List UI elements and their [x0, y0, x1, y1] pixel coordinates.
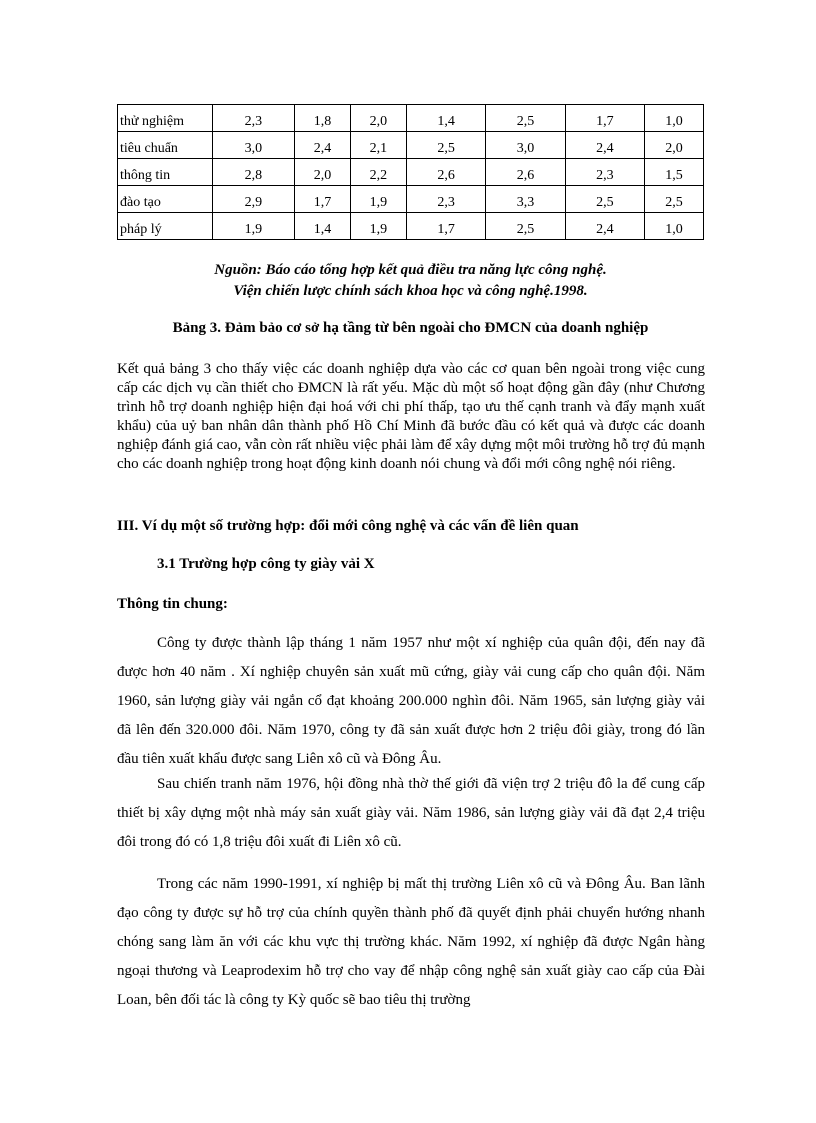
general-info-heading: Thông tin chung: [117, 596, 228, 612]
table-cell: 2,3 [212, 105, 294, 132]
table-row [118, 186, 704, 213]
table-cell: 1,7 [406, 213, 485, 240]
table-row [118, 105, 704, 132]
table-cell: 2,4 [294, 132, 350, 159]
table-cell: 2,3 [406, 186, 485, 213]
table-cell: 2,8 [212, 159, 294, 186]
paragraph-history: Công ty được thành lập tháng 1 năm 1957 như một xí nghiệp của quân đội, đến nay đã được hơn 40 năm . Xí nghiệp chuyên sản xuất mũ cứng, giày vải cung cấp cho quân đội. Năm 1960, sản lượng giày vải ngắn cổ đạt khoảng 200.000 nghìn đôi. Năm 1965, sản lượng giày vải đã lên đến 320.000 đôi. Năm 1970, công ty đã sản xuất được hơn 2 triệu đôi giày, trong đó lần đầu tiên xuất khẩu được sang Liên xô cũ và Đông Âu. [117, 635, 705, 767]
table-cell: 2,1 [350, 132, 406, 159]
paragraph-aid: Sau chiến tranh năm 1976, hội đồng nhà thờ thế giới đã viện trợ 2 triệu đô la để cung cấp thiết bị xây dựng một nhà máy sản xuất giày vải. Năm 1986, sản lượng giày vải đã đạt 2,4 triệu đôi trong đó có 1,8 triệu đôi xuất đi Liên xô cũ. [117, 776, 705, 850]
table-cell: 1,5 [645, 159, 704, 186]
table-cell: 1,8 [294, 105, 350, 132]
table-row [118, 159, 704, 186]
table-cell: 2,4 [565, 132, 644, 159]
table-cell: 2,3 [565, 159, 644, 186]
row-label: thử nghiệm [118, 105, 213, 132]
table-cell: 3,0 [486, 132, 565, 159]
source-line-1: Nguồn: Báo cáo tổng hợp kết quả điều tra năng lực công nghệ. [214, 262, 607, 278]
table-cell: 3,3 [486, 186, 565, 213]
table-cell: 2,5 [645, 186, 704, 213]
table-cell: 2,5 [406, 132, 485, 159]
table-row [118, 132, 704, 159]
source-line-2: Viện chiến lược chính sách khoa học và công nghệ.1998. [233, 283, 588, 299]
table-cell: 1,4 [406, 105, 485, 132]
row-label: pháp lý [118, 213, 213, 240]
table-cell: 1,7 [294, 186, 350, 213]
table-cell: 2,4 [565, 213, 644, 240]
table-cell: 2,6 [406, 159, 485, 186]
table-cell: 2,5 [486, 213, 565, 240]
table-cell: 1,9 [212, 213, 294, 240]
table-cell: 2,2 [350, 159, 406, 186]
table-cell: 1,7 [565, 105, 644, 132]
table-cell: 1,0 [645, 105, 704, 132]
table-cell: 1,9 [350, 186, 406, 213]
row-label: đào tạo [118, 186, 213, 213]
table-cell: 2,5 [486, 105, 565, 132]
section-heading: III. Ví dụ một số trường hợp: đổi mới công nghệ và các vấn đề liên quan [117, 518, 579, 534]
subsection-heading: 3.1 Trường hợp công ty giày vải X [157, 556, 375, 572]
table-cell: 2,0 [645, 132, 704, 159]
intro-paragraph: Kết quả bảng 3 cho thấy việc các doanh nghiệp dựa vào các cơ quan bên ngoài trong việc cung cấp các dịch vụ cần thiết cho ĐMCN là rất yếu. Mặc dù một số hoạt động gần đây (như Chương trình hỗ trợ doanh nghiệp hiện đại hoá với chi phí thấp, tạo ưu thế cạnh tranh và đẩy mạnh xuất khẩu) của uỷ ban nhân dân thành phố Hồ Chí Minh đã bước đầu có kết quả và được các doanh nghiệp đánh giá cao, vẫn còn rất nhiều việc phải làm để xây dựng một môi trường hỗ trợ đủ mạnh cho các doanh nghiệp trong hoạt động kinh doanh nói chung và đổi mới công nghệ nói riêng. [117, 361, 705, 472]
infrastructure-table [117, 104, 704, 240]
table-cell: 2,6 [486, 159, 565, 186]
row-label: thông tin [118, 159, 213, 186]
table-cell: 2,0 [294, 159, 350, 186]
table-cell: 3,0 [212, 132, 294, 159]
table-caption: Bảng 3. Đảm bảo cơ sở hạ tầng từ bên ngoài cho ĐMCN của doanh nghiệp [172, 320, 649, 336]
row-label: tiêu chuẩn [118, 132, 213, 159]
table-cell: 1,4 [294, 213, 350, 240]
table-cell: 1,9 [350, 213, 406, 240]
table-cell: 2,0 [350, 105, 406, 132]
table-cell: 2,9 [212, 186, 294, 213]
table-row [118, 213, 704, 240]
table-cell: 2,5 [565, 186, 644, 213]
paragraph-market: Trong các năm 1990-1991, xí nghiệp bị mất thị trường Liên xô cũ và Đông Âu. Ban lãnh đạo công ty được sự hỗ trợ của chính quyền thành phố đã quyết định phải chuyển hướng nhanh chóng sang làm ăn với các khu vực thị trường khác. Năm 1992, xí nghiệp đã được Ngân hàng ngoại thương và Leaprodexim hỗ trợ cho vay để nhập công nghệ sản xuất giày cao cấp của Đài Loan, bên đối tác là công ty Kỳ quốc sẽ bao tiêu thị trường [117, 876, 705, 1008]
table-cell: 1,0 [645, 213, 704, 240]
